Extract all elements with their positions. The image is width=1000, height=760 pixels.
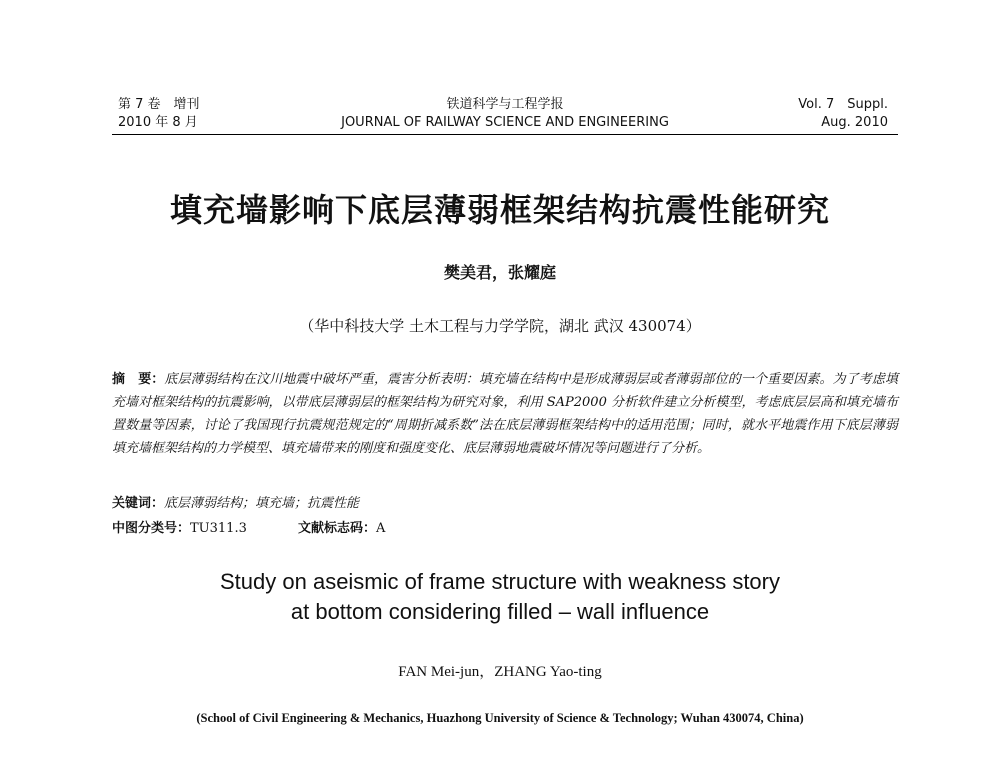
volume-issue: 第 7 卷 增刊	[118, 97, 200, 112]
abstract-label: 摘 要：	[112, 372, 165, 387]
running-header	[112, 96, 898, 135]
volume-info-en	[798, 96, 888, 132]
paper-title-cn: 填充墙影响下底层薄弱框架结构抗震性能研究	[169, 191, 830, 229]
publication-date-cn: 2010 年 8 月	[118, 115, 198, 130]
journal-name	[112, 96, 898, 132]
clc-label: 中图分类号：	[112, 521, 191, 536]
abstract	[112, 368, 898, 460]
authors-en: FAN Mei-jun，ZHANG Yao-ting	[398, 664, 602, 680]
affiliation-en: (School of Civil Engineering & Mechanics, Huazhong University of Science & Technology; Wuhan 430074, China)	[196, 711, 804, 725]
doc-code-label: 文献标志码：	[298, 521, 377, 536]
keywords-text: 底层薄弱结构；填充墙；抗震性能	[164, 496, 360, 511]
authors-cn: 樊美君，张耀庭	[443, 263, 556, 282]
journal-name-en: JOURNAL OF RAILWAY SCIENCE AND ENGINEERING	[341, 115, 669, 130]
title-en-line2: at bottom considering filled – wall influence	[290, 599, 710, 624]
classification-line	[112, 517, 898, 536]
doc-code-value: A	[376, 521, 386, 536]
journal-name-cn: 铁道科学与工程学报	[446, 97, 564, 112]
publication-date-en: Aug. 2010	[821, 115, 888, 130]
keywords	[112, 492, 898, 511]
abstract-text: 底层薄弱结构在汶川地震中破坏严重，震害分析表明：填充墙在结构中是形成薄弱层或者薄弱部位的一个重要因素。为了考虑填充墙对框架结构的抗震影响，以带底层薄弱层的框架结构为研究对象，利用 SAP2000 分析软件建立分析模型，考虑底层层高和填充墙布置数量等因素，讨论了我国现行抗震规范规定的“周期折减系数”法在底层薄弱框架结构中的适用范围；同时，就水平地震作用下底层薄弱填充墙框架结构的力学模型、填充墙带来的刚度和强度变化、底层薄弱地震破坏情况等问题进行了分析。	[112, 372, 898, 456]
volume-suppl-en: Vol. 7 Suppl.	[798, 97, 888, 112]
paper-title-en	[0, 567, 1000, 627]
document-code	[298, 517, 385, 536]
title-en-line1: Study on aseismic of frame structure with weakness story	[220, 569, 780, 594]
clc-value: TU311.3	[190, 521, 247, 536]
affiliation-cn: （华中科技大学 土木工程与力学学院，湖北 武汉 430074）	[299, 317, 701, 335]
keywords-label: 关键词：	[112, 496, 165, 511]
